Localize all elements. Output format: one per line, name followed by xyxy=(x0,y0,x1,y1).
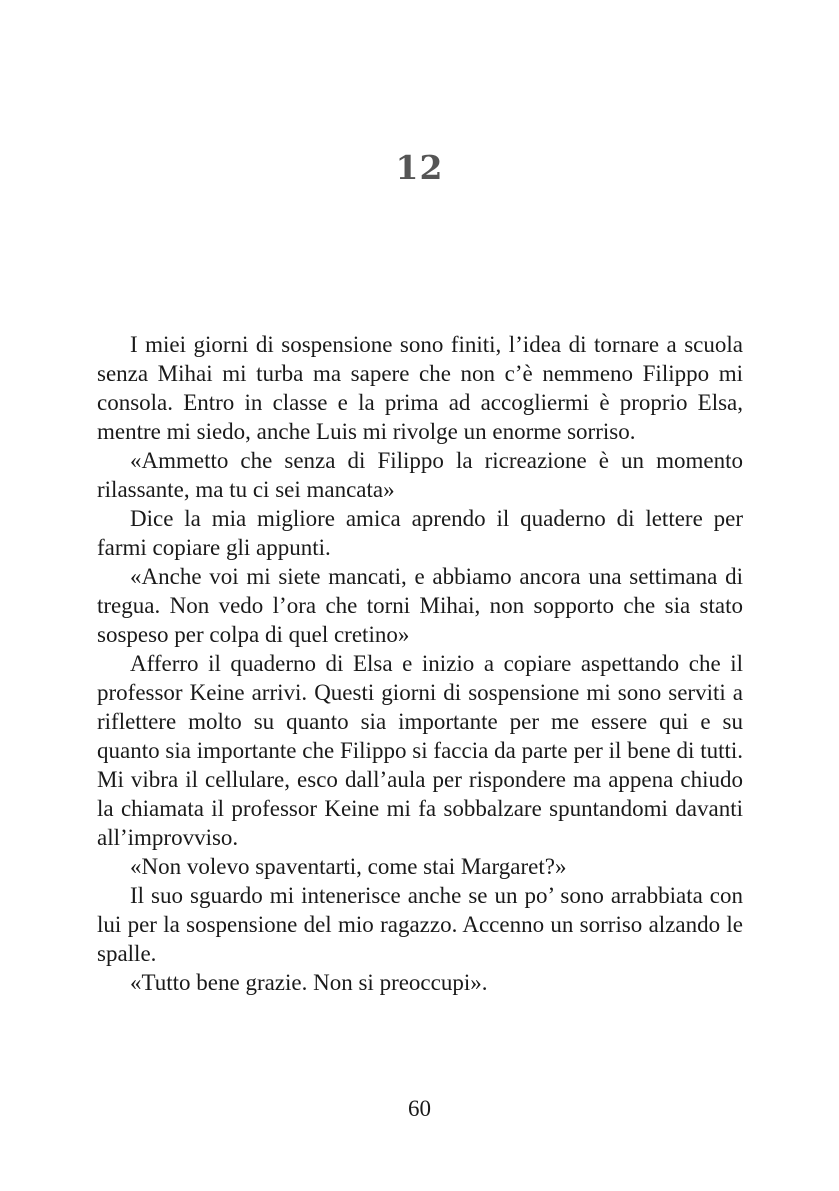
chapter-number: 12 xyxy=(395,148,444,187)
paragraph: I miei giorni di sospensione sono finiti, l’idea di tornare a scuola senza Mihai mi turba ma sapere che non c’è nemmeno Filippo mi consola. Entro in classe e la prima ad accogliermi è proprio Elsa, mentre mi siedo, anche Luis mi rivolge un enorme sorriso. xyxy=(97,332,743,444)
paragraph: «Non volevo spaventarti, come stai Margaret?» xyxy=(130,854,567,879)
paragraph: Dice la mia migliore amica aprendo il quaderno di lettere per farmi copiare gli appunti. xyxy=(97,506,743,560)
chapter-body xyxy=(97,330,743,997)
paragraph: Afferro il quaderno di Elsa e inizio a copiare aspettando che il professor Keine arrivi. Questi giorni di sospensione mi sono serviti a riflettere molto su quanto sia importante per me essere qui e su quanto sia importante che Filippo si faccia da parte per il bene di tutti. Mi vibra il cellulare, esco dall’aula per rispondere ma appena chiudo la chiamata il professor Keine mi fa sobbalzare spuntandomi davanti all’improvviso. xyxy=(97,651,743,850)
paragraph: «Tutto bene grazie. Non si preoccupi». xyxy=(130,970,488,995)
paragraph: Il suo sguardo mi intenerisce anche se un po’ sono arrabbiata con lui per la sospensione del mio ragazzo. Accenno un sorriso alzando le spalle. xyxy=(97,883,743,966)
paragraph: «Anche voi mi siete mancati, e abbiamo ancora una settimana di tregua. Non vedo l’ora che torni Mihai, non sopporto che sia stato sospeso per colpa di quel cretino» xyxy=(97,564,743,647)
page-number: 60 xyxy=(408,1096,431,1121)
paragraph: «Ammetto che senza di Filippo la ricreazione è un momento rilassante, ma tu ci sei mancata» xyxy=(97,448,743,502)
